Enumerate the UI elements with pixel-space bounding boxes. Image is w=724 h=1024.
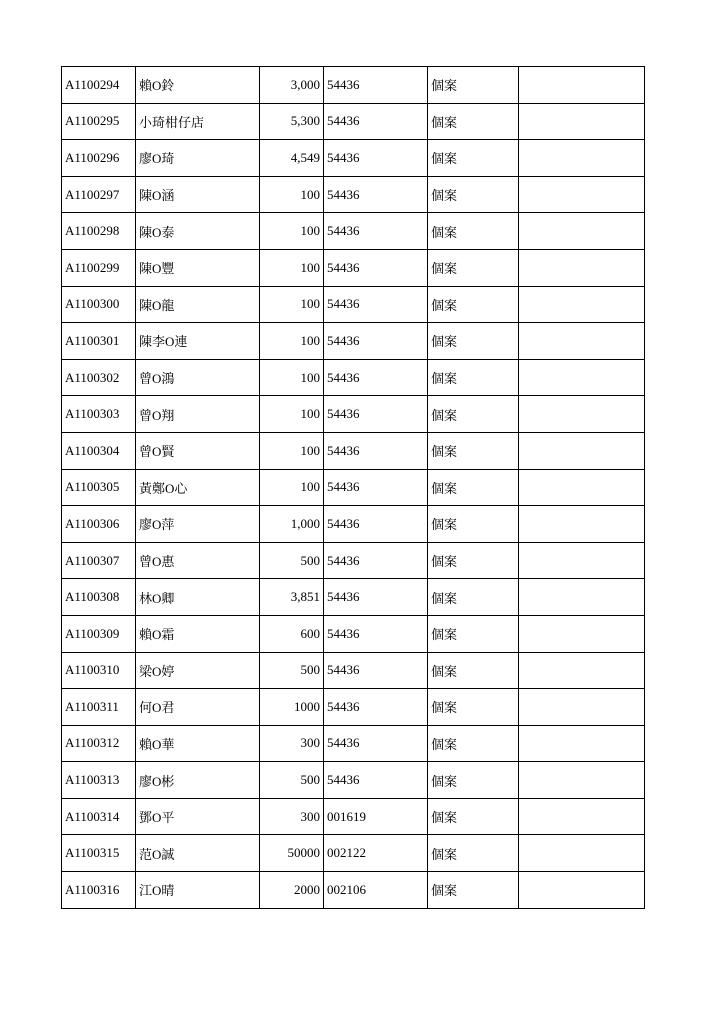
type-cell: 個案	[428, 249, 519, 286]
table-row	[62, 286, 645, 323]
table-row	[62, 725, 645, 762]
remark-cell	[519, 249, 645, 286]
record-id-cell: A1100309	[62, 615, 136, 652]
table-row	[62, 432, 645, 469]
table-row	[62, 176, 645, 213]
type-cell: 個案	[428, 67, 519, 104]
record-id-cell: A1100294	[62, 67, 136, 104]
donor-name-cell: 賴O鈴	[136, 67, 260, 104]
donor-name-cell: 黃鄭O心	[136, 469, 260, 506]
table-row	[62, 835, 645, 872]
remark-cell	[519, 835, 645, 872]
table-row	[62, 506, 645, 543]
table-row	[62, 615, 645, 652]
record-id-cell: A1100300	[62, 286, 136, 323]
type-cell: 個案	[428, 762, 519, 799]
table-row	[62, 872, 645, 909]
amount-cell: 3,851	[260, 579, 324, 616]
amount-cell: 5,300	[260, 103, 324, 140]
donor-name-cell: 林O卿	[136, 579, 260, 616]
code-cell: 54436	[324, 579, 428, 616]
type-cell: 個案	[428, 798, 519, 835]
code-cell: 54436	[324, 359, 428, 396]
record-id-cell: A1100305	[62, 469, 136, 506]
code-cell: 54436	[324, 762, 428, 799]
type-cell: 個案	[428, 140, 519, 177]
record-id-cell: A1100310	[62, 652, 136, 689]
type-cell: 個案	[428, 652, 519, 689]
code-cell: 54436	[324, 396, 428, 433]
code-cell: 54436	[324, 67, 428, 104]
amount-cell: 300	[260, 725, 324, 762]
table-row	[62, 652, 645, 689]
code-cell: 54436	[324, 323, 428, 360]
record-id-cell: A1100307	[62, 542, 136, 579]
type-cell: 個案	[428, 725, 519, 762]
donor-name-cell: 小琦柑仔店	[136, 103, 260, 140]
donor-name-cell: 曾O翔	[136, 396, 260, 433]
type-cell: 個案	[428, 176, 519, 213]
code-cell: 54436	[324, 213, 428, 250]
remark-cell	[519, 176, 645, 213]
record-id-cell: A1100295	[62, 103, 136, 140]
table-row	[62, 323, 645, 360]
record-id-cell: A1100313	[62, 762, 136, 799]
donor-name-cell: 陳O涵	[136, 176, 260, 213]
remark-cell	[519, 798, 645, 835]
code-cell: 54436	[324, 725, 428, 762]
remark-cell	[519, 506, 645, 543]
amount-cell: 2000	[260, 872, 324, 909]
code-cell: 54436	[324, 249, 428, 286]
remark-cell	[519, 762, 645, 799]
table-row	[62, 689, 645, 726]
remark-cell	[519, 872, 645, 909]
table-row	[62, 542, 645, 579]
code-cell: 54436	[324, 689, 428, 726]
table-row	[62, 469, 645, 506]
remark-cell	[519, 469, 645, 506]
remark-cell	[519, 103, 645, 140]
record-id-cell: A1100312	[62, 725, 136, 762]
table-row	[62, 213, 645, 250]
type-cell: 個案	[428, 213, 519, 250]
type-cell: 個案	[428, 835, 519, 872]
donor-name-cell: 廖O琦	[136, 140, 260, 177]
amount-cell: 100	[260, 176, 324, 213]
record-id-cell: A1100315	[62, 835, 136, 872]
code-cell: 54436	[324, 506, 428, 543]
donor-name-cell: 曾O惠	[136, 542, 260, 579]
type-cell: 個案	[428, 689, 519, 726]
amount-cell: 100	[260, 359, 324, 396]
donor-name-cell: 陳O泰	[136, 213, 260, 250]
table-row	[62, 140, 645, 177]
record-id-cell: A1100298	[62, 213, 136, 250]
code-cell: 54436	[324, 103, 428, 140]
record-id-cell: A1100306	[62, 506, 136, 543]
type-cell: 個案	[428, 469, 519, 506]
record-id-cell: A1100297	[62, 176, 136, 213]
table-row	[62, 762, 645, 799]
donor-name-cell: 廖O萍	[136, 506, 260, 543]
remark-cell	[519, 286, 645, 323]
amount-cell: 600	[260, 615, 324, 652]
donor-name-cell: 梁O婷	[136, 652, 260, 689]
remark-cell	[519, 213, 645, 250]
table-row	[62, 103, 645, 140]
amount-cell: 100	[260, 323, 324, 360]
record-id-cell: A1100301	[62, 323, 136, 360]
remark-cell	[519, 652, 645, 689]
amount-cell: 100	[260, 213, 324, 250]
remark-cell	[519, 67, 645, 104]
remark-cell	[519, 615, 645, 652]
record-id-cell: A1100303	[62, 396, 136, 433]
type-cell: 個案	[428, 286, 519, 323]
type-cell: 個案	[428, 359, 519, 396]
code-cell: 54436	[324, 286, 428, 323]
remark-cell	[519, 140, 645, 177]
donor-name-cell: 何O君	[136, 689, 260, 726]
code-cell: 54436	[324, 469, 428, 506]
type-cell: 個案	[428, 506, 519, 543]
type-cell: 個案	[428, 103, 519, 140]
donor-name-cell: 陳O龍	[136, 286, 260, 323]
table-row	[62, 359, 645, 396]
record-id-cell: A1100299	[62, 249, 136, 286]
amount-cell: 1,000	[260, 506, 324, 543]
code-cell: 002106	[324, 872, 428, 909]
code-cell: 54436	[324, 542, 428, 579]
table-body	[62, 67, 645, 909]
amount-cell: 500	[260, 542, 324, 579]
table-row	[62, 579, 645, 616]
remark-cell	[519, 359, 645, 396]
code-cell: 54436	[324, 432, 428, 469]
donor-name-cell: 曾O鴻	[136, 359, 260, 396]
type-cell: 個案	[428, 396, 519, 433]
donor-name-cell: 江O晴	[136, 872, 260, 909]
donor-name-cell: 賴O霜	[136, 615, 260, 652]
amount-cell: 500	[260, 652, 324, 689]
table-row	[62, 798, 645, 835]
record-id-cell: A1100316	[62, 872, 136, 909]
amount-cell: 100	[260, 286, 324, 323]
donor-name-cell: 廖O彬	[136, 762, 260, 799]
type-cell: 個案	[428, 579, 519, 616]
amount-cell: 1000	[260, 689, 324, 726]
amount-cell: 50000	[260, 835, 324, 872]
table-row	[62, 249, 645, 286]
amount-cell: 100	[260, 396, 324, 433]
type-cell: 個案	[428, 872, 519, 909]
remark-cell	[519, 323, 645, 360]
code-cell: 54436	[324, 176, 428, 213]
table-row	[62, 396, 645, 433]
amount-cell: 500	[260, 762, 324, 799]
type-cell: 個案	[428, 542, 519, 579]
code-cell: 54436	[324, 615, 428, 652]
type-cell: 個案	[428, 323, 519, 360]
donor-name-cell: 陳李O連	[136, 323, 260, 360]
donor-name-cell: 陳O豐	[136, 249, 260, 286]
code-cell: 002122	[324, 835, 428, 872]
record-id-cell: A1100308	[62, 579, 136, 616]
donor-name-cell: 賴O華	[136, 725, 260, 762]
code-cell: 54436	[324, 140, 428, 177]
code-cell: 54436	[324, 652, 428, 689]
donation-table	[61, 66, 645, 909]
amount-cell: 100	[260, 249, 324, 286]
code-cell: 001619	[324, 798, 428, 835]
remark-cell	[519, 725, 645, 762]
type-cell: 個案	[428, 615, 519, 652]
amount-cell: 4,549	[260, 140, 324, 177]
remark-cell	[519, 579, 645, 616]
record-id-cell: A1100302	[62, 359, 136, 396]
amount-cell: 3,000	[260, 67, 324, 104]
remark-cell	[519, 396, 645, 433]
donor-name-cell: 鄧O平	[136, 798, 260, 835]
amount-cell: 300	[260, 798, 324, 835]
record-id-cell: A1100304	[62, 432, 136, 469]
table-row	[62, 67, 645, 104]
amount-cell: 100	[260, 432, 324, 469]
type-cell: 個案	[428, 432, 519, 469]
remark-cell	[519, 432, 645, 469]
donor-name-cell: 曾O賢	[136, 432, 260, 469]
record-id-cell: A1100311	[62, 689, 136, 726]
remark-cell	[519, 542, 645, 579]
donor-name-cell: 范O誠	[136, 835, 260, 872]
remark-cell	[519, 689, 645, 726]
record-id-cell: A1100314	[62, 798, 136, 835]
record-id-cell: A1100296	[62, 140, 136, 177]
amount-cell: 100	[260, 469, 324, 506]
